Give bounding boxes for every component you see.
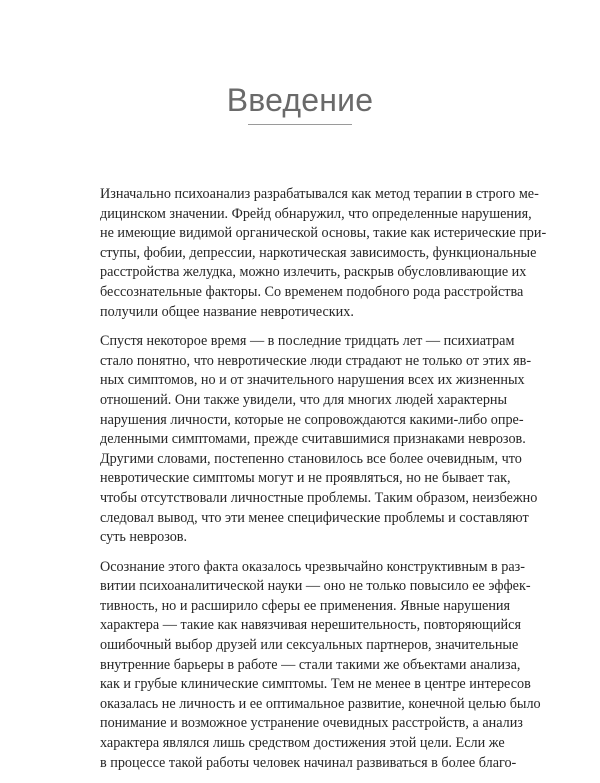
text-line: чтобы отсутствовали личностные проблемы. Таким образом, неизбежно [100,489,538,506]
title-underline [248,124,352,125]
text-line: Изначально психоанализ разрабатывался как метод терапии в строго ме- [100,186,539,202]
text-line: Спустя некоторое время — в последние тридцать лет — психиатрам [100,333,515,350]
paragraph-2 [100,332,538,548]
text-line: расстройства желудка, можно излечить, раскрыв обусловливающие их [100,264,527,281]
chapter-title: Введение [226,82,374,118]
text-line: тивность, но и расширило сферы ее применения. Явные нарушения [100,597,511,614]
text-line: не имеющие видимой органической основы, такие как истерические при- [100,225,547,242]
paragraph-1 [100,185,547,322]
text-line: как и грубые клинические симптомы. Тем не менее в центре интересов [100,676,531,693]
text-line: Другими словами, постепенно становилось все более очевидным, что [100,450,522,467]
text-line: в процессе такой работы человек начинал развиваться в более благо- [100,754,517,771]
text-line: невротические симптомы могут и не проявляться, но не бывает так, [100,470,511,487]
text-line: внутренние барьеры в работе — стали такими же объектами анализа, [100,656,521,673]
paragraph-3 [100,558,541,774]
text-line: суть неврозов. [100,529,188,546]
text-line: дицинском значении. Фрейд обнаружил, что определенные нарушения, [100,205,532,222]
text-line: характера являлся лишь средством достижения этой цели. Если же [100,735,505,752]
text-line: получили общее название невротических. [100,303,354,320]
text-line: оказалась не личность и ее оптимальное развитие, конечной целью было [100,695,541,712]
text-line: стало понятно, что невротические люди страдают не только от этих яв- [100,352,532,369]
text-line: ступы, фобии, депрессии, наркотическая зависимость, функциональные [100,244,537,261]
text-line: ошибочный выбор друзей или сексуальных партнеров, значительные [100,637,519,654]
text-line: деленными симптомами, прежде считавшимися признаками неврозов. [100,431,526,448]
text-line: характера — такие как навязчивая нерешительность, повторяющийся [100,617,521,634]
text-line: следовал вывод, что эти менее специфические проблемы и составляют [100,509,529,526]
text-line: бессознательные факторы. Со временем подобного рода расстройства [100,283,524,300]
text-line: понимание и возможное устранение очевидных расстройств, а анализ [100,715,523,732]
text-line: отношений. Они также увидели, что для многих людей характерны [100,391,508,408]
text-line: Осознание этого факта оказалось чрезвычайно конструктивным в раз- [100,558,525,575]
text-line: ных симптомов, но и от значительного нарушения всех их жизненных [100,372,525,389]
text-line: витии психоаналитической науки — оно не только повысило ее эффек- [100,578,531,595]
chapter-body [100,185,547,783]
text-line: нарушения личности, которые не сопровождаются какими-либо опре- [100,411,524,428]
